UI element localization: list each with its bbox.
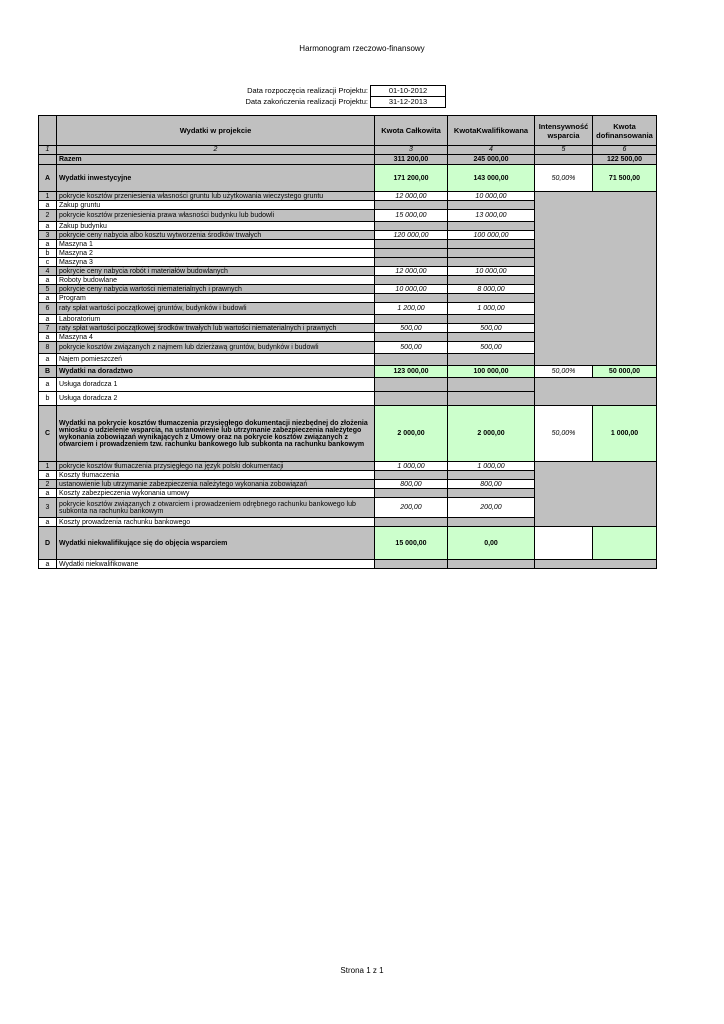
row-label: pokrycie kosztów związanych z otwarciem i prowadzeniem odrębnego rachunku bankowego lub subkonta na rachunku bankowym [57, 498, 375, 518]
row-total: 1 000,00 [375, 462, 448, 471]
end-date-label: Data zakończenia realizacji Projektu: [245, 97, 368, 106]
page-footer: Strona 1 z 1 [340, 966, 384, 975]
row-label: Wydatki inwestycyjne [57, 165, 375, 192]
column-index: 4 [448, 146, 535, 155]
column-index: 3 [375, 146, 448, 155]
row-label: Koszty zabezpieczenia wykonania umowy [57, 489, 375, 498]
blank-area [535, 462, 657, 527]
row-key: b [39, 392, 57, 406]
row-label: pokrycie kosztów tłumaczenia przysięgłego na język polski dokumentacji [57, 462, 375, 471]
row-key: 1 [39, 192, 57, 201]
row-qualified: 500,00 [448, 324, 535, 333]
row-qualified: 500,00 [448, 342, 535, 354]
row-key: c [39, 258, 57, 267]
row-total: 171 200,00 [375, 165, 448, 192]
row-intensity: 50,00% [535, 165, 593, 192]
expense-table [38, 115, 657, 569]
row-intensity: 50,00% [535, 366, 593, 378]
row-key: a [39, 489, 57, 498]
end-date-value: 31-12-2013 [371, 97, 446, 108]
row-label: pokrycie kosztów związanych z najmem lub dzierżawą gruntów, budynków i budowli [57, 342, 375, 354]
row-qualified [448, 240, 535, 249]
row-total: 15 000,00 [375, 527, 448, 560]
row-label: Wydatki niekwalifikujące się do objęcia wsparciem [57, 527, 375, 560]
row-total: 123 000,00 [375, 366, 448, 378]
header-intensity: Intensywność wsparcia [535, 116, 593, 146]
row-total [375, 560, 448, 569]
row-qualified [448, 392, 535, 406]
row-total: 500,00 [375, 342, 448, 354]
row-key: a [39, 333, 57, 342]
row-total [375, 315, 448, 324]
row-label: Maszyna 3 [57, 258, 375, 267]
row-key: a [39, 222, 57, 231]
row-total: 200,00 [375, 498, 448, 518]
row-label: ustanowienie lub utrzymanie zabezpieczenia należytego wykonania zobowiązań [57, 480, 375, 489]
project-dates [218, 85, 446, 108]
row-cofinancing: 122 500,00 [593, 155, 657, 165]
row-qualified: 13 000,00 [448, 210, 535, 222]
row-total [375, 276, 448, 285]
row-key: 3 [39, 231, 57, 240]
row-total [375, 518, 448, 527]
section-row [39, 366, 657, 378]
blank-area [535, 192, 657, 366]
row-total [375, 392, 448, 406]
row-total: 12 000,00 [375, 192, 448, 201]
blank-area [535, 378, 657, 406]
row-qualified: 2 000,00 [448, 406, 535, 462]
row-qualified [448, 560, 535, 569]
row-total [375, 201, 448, 210]
row-qualified: 100 000,00 [448, 366, 535, 378]
row-total [375, 240, 448, 249]
row-key: a [39, 276, 57, 285]
row-label: raty spłat wartości początkowej środków trwałych lub wartości niematerialnych i prawnych [57, 324, 375, 333]
row-total: 2 000,00 [375, 406, 448, 462]
row-qualified: 1 000,00 [448, 303, 535, 315]
row-qualified [448, 315, 535, 324]
row-intensity [535, 527, 593, 560]
row-total: 311 200,00 [375, 155, 448, 165]
row-label: Zakup gruntu [57, 201, 375, 210]
row-qualified: 0,00 [448, 527, 535, 560]
row-qualified: 100 000,00 [448, 231, 535, 240]
header-cofinancing: Kwota dofinansowania [593, 116, 657, 146]
row-key: a [39, 240, 57, 249]
row-total [375, 354, 448, 366]
section-row [39, 527, 657, 560]
blank-area [535, 560, 657, 569]
row-qualified: 143 000,00 [448, 165, 535, 192]
row-key: 2 [39, 480, 57, 489]
row-label: Maszyna 4 [57, 333, 375, 342]
expense-rows [39, 155, 657, 569]
row-key: a [39, 294, 57, 303]
row-qualified [448, 489, 535, 498]
row-key: a [39, 315, 57, 324]
column-index: 5 [535, 146, 593, 155]
row-label: Maszyna 1 [57, 240, 375, 249]
row-qualified: 8 000,00 [448, 285, 535, 294]
row-label: Usługa doradcza 2 [57, 392, 375, 406]
row-label: pokrycie kosztów przeniesienia prawa własności budynku lub budowli [57, 210, 375, 222]
table-row [39, 378, 657, 392]
row-key: C [39, 406, 57, 462]
row-key: 8 [39, 342, 57, 354]
row-label: pokrycie ceny nabycia wartości niematerialnych i prawnych [57, 285, 375, 294]
row-label: Najem pomieszczeń [57, 354, 375, 366]
row-label: Wydatki na doradztwo [57, 366, 375, 378]
header-expenses: Wydatki w projekcie [57, 116, 375, 146]
row-qualified: 245 000,00 [448, 155, 535, 165]
row-key: B [39, 366, 57, 378]
row-label: pokrycie ceny nabycia albo kosztu wytworzenia środków trwałych [57, 231, 375, 240]
row-qualified [448, 378, 535, 392]
row-qualified [448, 333, 535, 342]
row-key: a [39, 518, 57, 527]
row-label: Razem [57, 155, 375, 165]
table-row [39, 560, 657, 569]
page-title: Harmonogram rzeczowo-finansowy [299, 44, 425, 53]
section-row [39, 406, 657, 462]
row-label: Usługa doradcza 1 [57, 378, 375, 392]
row-label: Zakup budynku [57, 222, 375, 231]
row-total: 10 000,00 [375, 285, 448, 294]
header-total: Kwota Całkowita [375, 116, 448, 146]
row-qualified [448, 518, 535, 527]
row-key: 3 [39, 498, 57, 518]
column-index: 6 [593, 146, 657, 155]
row-cofinancing: 1 000,00 [593, 406, 657, 462]
row-total [375, 258, 448, 267]
row-key [39, 155, 57, 165]
section-row [39, 155, 657, 165]
row-key: a [39, 471, 57, 480]
row-label: Koszty tłumaczenia [57, 471, 375, 480]
table-row [39, 462, 657, 471]
row-total [375, 471, 448, 480]
row-key: a [39, 354, 57, 366]
row-qualified [448, 354, 535, 366]
row-intensity [535, 155, 593, 165]
section-row [39, 165, 657, 192]
row-label: Laboratorium [57, 315, 375, 324]
row-qualified: 10 000,00 [448, 192, 535, 201]
row-key: b [39, 249, 57, 258]
table-row [39, 192, 657, 201]
row-key: 5 [39, 285, 57, 294]
row-key: 2 [39, 210, 57, 222]
row-label: Maszyna 2 [57, 249, 375, 258]
column-index: 2 [57, 146, 375, 155]
row-label: raty spłat wartości początkowej gruntów, budynków i budowli [57, 303, 375, 315]
start-date-value: 01-10-2012 [371, 86, 446, 97]
header-qualified: KwotaKwalifikowana [448, 116, 535, 146]
row-key: 7 [39, 324, 57, 333]
row-total [375, 333, 448, 342]
row-key: A [39, 165, 57, 192]
row-key: 4 [39, 267, 57, 276]
row-qualified: 800,00 [448, 480, 535, 489]
row-label: Roboty budowlane [57, 276, 375, 285]
row-key: a [39, 201, 57, 210]
row-label: Wydatki niekwalifikowane [57, 560, 375, 569]
row-key: a [39, 378, 57, 392]
row-key: 1 [39, 462, 57, 471]
row-intensity: 50,00% [535, 406, 593, 462]
row-qualified [448, 471, 535, 480]
row-label: pokrycie ceny nabycia robót i materiałów budowlanych [57, 267, 375, 276]
column-index: 1 [39, 146, 57, 155]
row-qualified: 10 000,00 [448, 267, 535, 276]
row-qualified [448, 201, 535, 210]
row-total: 120 000,00 [375, 231, 448, 240]
row-total: 800,00 [375, 480, 448, 489]
row-qualified [448, 222, 535, 231]
start-date-label: Data rozpoczęcia realizacji Projektu: [247, 86, 368, 95]
row-label: Wydatki na pokrycie kosztów tłumaczenia przysięgłego dokumentacji niezbędnej do złożenia wniosku o udzielenie wsparcia, na ustanowienie lub utrzymanie zabezpieczenia należytego wykonania zobowiązań wynikających z Umowy oraz na pokrycie kosztów związanych z otwarciem i prowadzeniem tzw. rachunku bankowego lub subkonta na rachunku bankowym [57, 406, 375, 462]
row-cofinancing: 50 000,00 [593, 366, 657, 378]
row-cofinancing: 71 500,00 [593, 165, 657, 192]
row-total: 15 000,00 [375, 210, 448, 222]
row-total [375, 378, 448, 392]
row-label: Program [57, 294, 375, 303]
row-qualified [448, 258, 535, 267]
row-label: Koszty prowadzenia rachunku bankowego [57, 518, 375, 527]
row-key: D [39, 527, 57, 560]
row-total [375, 249, 448, 258]
row-qualified: 1 000,00 [448, 462, 535, 471]
row-key: 6 [39, 303, 57, 315]
row-key: a [39, 560, 57, 569]
row-qualified: 200,00 [448, 498, 535, 518]
row-total: 1 200,00 [375, 303, 448, 315]
row-total [375, 222, 448, 231]
row-qualified [448, 294, 535, 303]
row-qualified [448, 276, 535, 285]
row-total [375, 489, 448, 498]
row-cofinancing [593, 527, 657, 560]
row-total [375, 294, 448, 303]
row-label: pokrycie kosztów przeniesienia własności gruntu lub użytkowania wieczystego gruntu [57, 192, 375, 201]
row-total: 12 000,00 [375, 267, 448, 276]
row-total: 500,00 [375, 324, 448, 333]
header-key [39, 116, 57, 146]
row-qualified [448, 249, 535, 258]
